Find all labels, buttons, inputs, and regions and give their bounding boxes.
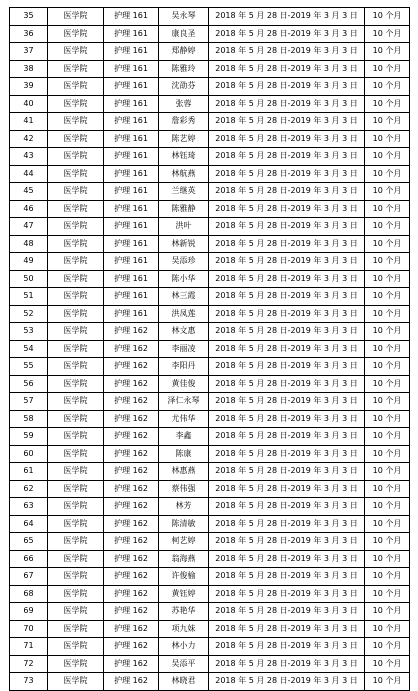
college-cell: 医学院 xyxy=(48,393,104,411)
duration-cell: 10 个月 xyxy=(365,673,410,691)
row-number-cell: 69 xyxy=(10,603,48,621)
duration-cell: 10 个月 xyxy=(365,393,410,411)
class-cell: 护理 161 xyxy=(104,148,159,166)
student-name-cell: 陈清敏 xyxy=(159,515,209,533)
student-name-cell: 李丽凌 xyxy=(159,340,209,358)
student-name-cell: 陈雅静 xyxy=(159,200,209,218)
row-number-cell: 38 xyxy=(10,60,48,78)
internship-period-cell: 2018 年 5 月 28 日-2019 年 3 月 3 日 xyxy=(209,113,365,131)
student-name-cell: 陈雅玲 xyxy=(159,60,209,78)
internship-period-cell: 2018 年 5 月 28 日-2019 年 3 月 3 日 xyxy=(209,498,365,516)
row-number-cell: 42 xyxy=(10,130,48,148)
college-cell: 医学院 xyxy=(48,463,104,481)
college-cell: 医学院 xyxy=(48,515,104,533)
college-cell: 医学院 xyxy=(48,410,104,428)
class-cell: 护理 161 xyxy=(104,8,159,26)
table-row xyxy=(10,323,410,341)
internship-period-cell: 2018 年 5 月 28 日-2019 年 3 月 3 日 xyxy=(209,148,365,166)
table-row xyxy=(10,218,410,236)
row-number-cell: 45 xyxy=(10,183,48,201)
class-cell: 护理 162 xyxy=(104,480,159,498)
student-name-cell: 翁海燕 xyxy=(159,550,209,568)
college-cell: 医学院 xyxy=(48,585,104,603)
table-row xyxy=(10,568,410,586)
student-name-cell: 林晓君 xyxy=(159,673,209,691)
row-number-cell: 47 xyxy=(10,218,48,236)
internship-period-cell: 2018 年 5 月 28 日-2019 年 3 月 3 日 xyxy=(209,673,365,691)
duration-cell: 10 个月 xyxy=(365,288,410,306)
student-name-cell: 泽仁永琴 xyxy=(159,393,209,411)
duration-cell: 10 个月 xyxy=(365,498,410,516)
student-name-cell: 苏艳华 xyxy=(159,603,209,621)
college-cell: 医学院 xyxy=(48,340,104,358)
table-row xyxy=(10,655,410,673)
student-name-cell: 林钰琦 xyxy=(159,148,209,166)
class-cell: 护理 162 xyxy=(104,550,159,568)
class-cell: 护理 161 xyxy=(104,253,159,271)
college-cell: 医学院 xyxy=(48,113,104,131)
duration-cell: 10 个月 xyxy=(365,358,410,376)
duration-cell: 10 个月 xyxy=(365,375,410,393)
row-number-cell: 62 xyxy=(10,480,48,498)
internship-period-cell: 2018 年 5 月 28 日-2019 年 3 月 3 日 xyxy=(209,235,365,253)
class-cell: 护理 161 xyxy=(104,95,159,113)
college-cell: 医学院 xyxy=(48,498,104,516)
internship-period-cell: 2018 年 5 月 28 日-2019 年 3 月 3 日 xyxy=(209,410,365,428)
student-name-cell: 吴添珍 xyxy=(159,253,209,271)
student-name-cell: 詹彩秀 xyxy=(159,113,209,131)
duration-cell: 10 个月 xyxy=(365,638,410,656)
duration-cell: 10 个月 xyxy=(365,148,410,166)
row-number-cell: 44 xyxy=(10,165,48,183)
row-number-cell: 46 xyxy=(10,200,48,218)
internship-period-cell: 2018 年 5 月 28 日-2019 年 3 月 3 日 xyxy=(209,25,365,43)
internship-period-cell: 2018 年 5 月 28 日-2019 年 3 月 3 日 xyxy=(209,95,365,113)
student-name-cell: 林三霞 xyxy=(159,288,209,306)
college-cell: 医学院 xyxy=(48,288,104,306)
duration-cell: 10 个月 xyxy=(365,463,410,481)
student-name-cell: 李鑫 xyxy=(159,428,209,446)
class-cell: 护理 161 xyxy=(104,113,159,131)
roster-table-body xyxy=(10,8,410,691)
student-name-cell: 陈康 xyxy=(159,445,209,463)
class-cell: 护理 162 xyxy=(104,463,159,481)
college-cell: 医学院 xyxy=(48,78,104,96)
student-name-cell: 陈艺婷 xyxy=(159,130,209,148)
student-name-cell: 沈劭芬 xyxy=(159,78,209,96)
duration-cell: 10 个月 xyxy=(365,480,410,498)
duration-cell: 10 个月 xyxy=(365,550,410,568)
table-row xyxy=(10,445,410,463)
class-cell: 护理 161 xyxy=(104,305,159,323)
row-number-cell: 66 xyxy=(10,550,48,568)
college-cell: 医学院 xyxy=(48,253,104,271)
table-row xyxy=(10,585,410,603)
internship-period-cell: 2018 年 5 月 28 日-2019 年 3 月 3 日 xyxy=(209,480,365,498)
class-cell: 护理 162 xyxy=(104,585,159,603)
internship-period-cell: 2018 年 5 月 28 日-2019 年 3 月 3 日 xyxy=(209,620,365,638)
internship-period-cell: 2018 年 5 月 28 日-2019 年 3 月 3 日 xyxy=(209,340,365,358)
college-cell: 医学院 xyxy=(48,43,104,61)
row-number-cell: 48 xyxy=(10,235,48,253)
duration-cell: 10 个月 xyxy=(365,200,410,218)
college-cell: 医学院 xyxy=(48,8,104,26)
class-cell: 护理 162 xyxy=(104,533,159,551)
student-name-cell: 郑静婷 xyxy=(159,43,209,61)
duration-cell: 10 个月 xyxy=(365,43,410,61)
table-row xyxy=(10,43,410,61)
duration-cell: 10 个月 xyxy=(365,235,410,253)
class-cell: 护理 161 xyxy=(104,235,159,253)
row-number-cell: 52 xyxy=(10,305,48,323)
class-cell: 护理 161 xyxy=(104,130,159,148)
roster-table xyxy=(9,7,410,691)
duration-cell: 10 个月 xyxy=(365,183,410,201)
student-name-cell: 林芳 xyxy=(159,498,209,516)
row-number-cell: 40 xyxy=(10,95,48,113)
row-number-cell: 53 xyxy=(10,323,48,341)
table-row xyxy=(10,253,410,271)
student-name-cell: 项九妹 xyxy=(159,620,209,638)
class-cell: 护理 162 xyxy=(104,340,159,358)
internship-period-cell: 2018 年 5 月 28 日-2019 年 3 月 3 日 xyxy=(209,358,365,376)
class-cell: 护理 161 xyxy=(104,78,159,96)
internship-period-cell: 2018 年 5 月 28 日-2019 年 3 月 3 日 xyxy=(209,445,365,463)
internship-period-cell: 2018 年 5 月 28 日-2019 年 3 月 3 日 xyxy=(209,60,365,78)
college-cell: 医学院 xyxy=(48,270,104,288)
internship-period-cell: 2018 年 5 月 28 日-2019 年 3 月 3 日 xyxy=(209,515,365,533)
row-number-cell: 58 xyxy=(10,410,48,428)
internship-period-cell: 2018 年 5 月 28 日-2019 年 3 月 3 日 xyxy=(209,78,365,96)
internship-period-cell: 2018 年 5 月 28 日-2019 年 3 月 3 日 xyxy=(209,218,365,236)
college-cell: 医学院 xyxy=(48,428,104,446)
table-row xyxy=(10,340,410,358)
class-cell: 护理 161 xyxy=(104,200,159,218)
class-cell: 护理 162 xyxy=(104,323,159,341)
table-row xyxy=(10,288,410,306)
class-cell: 护理 161 xyxy=(104,25,159,43)
row-number-cell: 39 xyxy=(10,78,48,96)
class-cell: 护理 161 xyxy=(104,270,159,288)
college-cell: 医学院 xyxy=(48,200,104,218)
table-row xyxy=(10,130,410,148)
table-row xyxy=(10,533,410,551)
internship-period-cell: 2018 年 5 月 28 日-2019 年 3 月 3 日 xyxy=(209,603,365,621)
internship-period-cell: 2018 年 5 月 28 日-2019 年 3 月 3 日 xyxy=(209,585,365,603)
internship-period-cell: 2018 年 5 月 28 日-2019 年 3 月 3 日 xyxy=(209,288,365,306)
duration-cell: 10 个月 xyxy=(365,8,410,26)
internship-period-cell: 2018 年 5 月 28 日-2019 年 3 月 3 日 xyxy=(209,200,365,218)
table-row xyxy=(10,270,410,288)
duration-cell: 10 个月 xyxy=(365,113,410,131)
table-row xyxy=(10,375,410,393)
duration-cell: 10 个月 xyxy=(365,253,410,271)
class-cell: 护理 161 xyxy=(104,288,159,306)
college-cell: 医学院 xyxy=(48,673,104,691)
table-row xyxy=(10,498,410,516)
row-number-cell: 55 xyxy=(10,358,48,376)
student-name-cell: 林惠燕 xyxy=(159,463,209,481)
row-number-cell: 65 xyxy=(10,533,48,551)
row-number-cell: 36 xyxy=(10,25,48,43)
class-cell: 护理 162 xyxy=(104,673,159,691)
duration-cell: 10 个月 xyxy=(365,533,410,551)
student-name-cell: 张蓉 xyxy=(159,95,209,113)
internship-period-cell: 2018 年 5 月 28 日-2019 年 3 月 3 日 xyxy=(209,393,365,411)
class-cell: 护理 162 xyxy=(104,655,159,673)
duration-cell: 10 个月 xyxy=(365,620,410,638)
row-number-cell: 73 xyxy=(10,673,48,691)
class-cell: 护理 162 xyxy=(104,638,159,656)
duration-cell: 10 个月 xyxy=(365,78,410,96)
class-cell: 护理 162 xyxy=(104,603,159,621)
college-cell: 医学院 xyxy=(48,568,104,586)
college-cell: 医学院 xyxy=(48,375,104,393)
duration-cell: 10 个月 xyxy=(365,585,410,603)
internship-period-cell: 2018 年 5 月 28 日-2019 年 3 月 3 日 xyxy=(209,375,365,393)
college-cell: 医学院 xyxy=(48,655,104,673)
internship-period-cell: 2018 年 5 月 28 日-2019 年 3 月 3 日 xyxy=(209,428,365,446)
row-number-cell: 59 xyxy=(10,428,48,446)
table-row xyxy=(10,463,410,481)
student-name-cell: 林航燕 xyxy=(159,165,209,183)
class-cell: 护理 161 xyxy=(104,43,159,61)
college-cell: 医学院 xyxy=(48,60,104,78)
internship-period-cell: 2018 年 5 月 28 日-2019 年 3 月 3 日 xyxy=(209,463,365,481)
row-number-cell: 57 xyxy=(10,393,48,411)
table-row xyxy=(10,428,410,446)
duration-cell: 10 个月 xyxy=(365,60,410,78)
duration-cell: 10 个月 xyxy=(365,130,410,148)
student-name-cell: 蔡伟强 xyxy=(159,480,209,498)
class-cell: 护理 162 xyxy=(104,568,159,586)
row-number-cell: 56 xyxy=(10,375,48,393)
table-row xyxy=(10,638,410,656)
class-cell: 护理 161 xyxy=(104,183,159,201)
duration-cell: 10 个月 xyxy=(365,655,410,673)
table-row xyxy=(10,393,410,411)
row-number-cell: 50 xyxy=(10,270,48,288)
row-number-cell: 43 xyxy=(10,148,48,166)
row-number-cell: 68 xyxy=(10,585,48,603)
table-row xyxy=(10,148,410,166)
row-number-cell: 72 xyxy=(10,655,48,673)
row-number-cell: 41 xyxy=(10,113,48,131)
table-row xyxy=(10,25,410,43)
row-number-cell: 60 xyxy=(10,445,48,463)
student-name-cell: 康良圣 xyxy=(159,25,209,43)
duration-cell: 10 个月 xyxy=(365,515,410,533)
table-row xyxy=(10,603,410,621)
student-name-cell: 柯艺婷 xyxy=(159,533,209,551)
table-row xyxy=(10,480,410,498)
college-cell: 医学院 xyxy=(48,305,104,323)
table-row xyxy=(10,620,410,638)
table-row xyxy=(10,200,410,218)
internship-period-cell: 2018 年 5 月 28 日-2019 年 3 月 3 日 xyxy=(209,568,365,586)
internship-period-cell: 2018 年 5 月 28 日-2019 年 3 月 3 日 xyxy=(209,305,365,323)
internship-period-cell: 2018 年 5 月 28 日-2019 年 3 月 3 日 xyxy=(209,533,365,551)
student-name-cell: 李阳丹 xyxy=(159,358,209,376)
student-name-cell: 黄佳俊 xyxy=(159,375,209,393)
internship-period-cell: 2018 年 5 月 28 日-2019 年 3 月 3 日 xyxy=(209,550,365,568)
class-cell: 护理 162 xyxy=(104,498,159,516)
duration-cell: 10 个月 xyxy=(365,305,410,323)
row-number-cell: 63 xyxy=(10,498,48,516)
duration-cell: 10 个月 xyxy=(365,270,410,288)
table-row xyxy=(10,95,410,113)
table-row xyxy=(10,235,410,253)
table-row xyxy=(10,550,410,568)
internship-period-cell: 2018 年 5 月 28 日-2019 年 3 月 3 日 xyxy=(209,270,365,288)
row-number-cell: 54 xyxy=(10,340,48,358)
student-name-cell: 吴添平 xyxy=(159,655,209,673)
student-name-cell: 陈小华 xyxy=(159,270,209,288)
duration-cell: 10 个月 xyxy=(365,95,410,113)
table-row xyxy=(10,78,410,96)
college-cell: 医学院 xyxy=(48,550,104,568)
student-name-cell: 洪凤莲 xyxy=(159,305,209,323)
college-cell: 医学院 xyxy=(48,130,104,148)
row-number-cell: 49 xyxy=(10,253,48,271)
college-cell: 医学院 xyxy=(48,480,104,498)
table-row xyxy=(10,165,410,183)
college-cell: 医学院 xyxy=(48,358,104,376)
table-row xyxy=(10,305,410,323)
internship-period-cell: 2018 年 5 月 28 日-2019 年 3 月 3 日 xyxy=(209,43,365,61)
duration-cell: 10 个月 xyxy=(365,410,410,428)
student-name-cell: 吴永琴 xyxy=(159,8,209,26)
class-cell: 护理 162 xyxy=(104,515,159,533)
student-name-cell: 林新锐 xyxy=(159,235,209,253)
duration-cell: 10 个月 xyxy=(365,603,410,621)
college-cell: 医学院 xyxy=(48,235,104,253)
student-name-cell: 林文惠 xyxy=(159,323,209,341)
table-row xyxy=(10,183,410,201)
student-name-cell: 兰继英 xyxy=(159,183,209,201)
college-cell: 医学院 xyxy=(48,165,104,183)
duration-cell: 10 个月 xyxy=(365,340,410,358)
college-cell: 医学院 xyxy=(48,323,104,341)
internship-period-cell: 2018 年 5 月 28 日-2019 年 3 月 3 日 xyxy=(209,323,365,341)
student-name-cell: 洪叶 xyxy=(159,218,209,236)
class-cell: 护理 162 xyxy=(104,445,159,463)
college-cell: 医学院 xyxy=(48,183,104,201)
table-row xyxy=(10,673,410,691)
row-number-cell: 51 xyxy=(10,288,48,306)
row-number-cell: 70 xyxy=(10,620,48,638)
student-name-cell: 许俊榆 xyxy=(159,568,209,586)
row-number-cell: 64 xyxy=(10,515,48,533)
college-cell: 医学院 xyxy=(48,620,104,638)
internship-period-cell: 2018 年 5 月 28 日-2019 年 3 月 3 日 xyxy=(209,130,365,148)
internship-period-cell: 2018 年 5 月 28 日-2019 年 3 月 3 日 xyxy=(209,655,365,673)
college-cell: 医学院 xyxy=(48,638,104,656)
student-name-cell: 黄钰婷 xyxy=(159,585,209,603)
college-cell: 医学院 xyxy=(48,603,104,621)
duration-cell: 10 个月 xyxy=(365,165,410,183)
college-cell: 医学院 xyxy=(48,445,104,463)
duration-cell: 10 个月 xyxy=(365,568,410,586)
college-cell: 医学院 xyxy=(48,25,104,43)
class-cell: 护理 161 xyxy=(104,218,159,236)
row-number-cell: 61 xyxy=(10,463,48,481)
duration-cell: 10 个月 xyxy=(365,323,410,341)
table-row xyxy=(10,358,410,376)
class-cell: 护理 161 xyxy=(104,165,159,183)
table-row xyxy=(10,410,410,428)
student-name-cell: 尤伟华 xyxy=(159,410,209,428)
internship-period-cell: 2018 年 5 月 28 日-2019 年 3 月 3 日 xyxy=(209,183,365,201)
student-name-cell: 林小力 xyxy=(159,638,209,656)
class-cell: 护理 162 xyxy=(104,428,159,446)
internship-period-cell: 2018 年 5 月 28 日-2019 年 3 月 3 日 xyxy=(209,253,365,271)
table-row xyxy=(10,113,410,131)
class-cell: 护理 162 xyxy=(104,375,159,393)
class-cell: 护理 162 xyxy=(104,358,159,376)
college-cell: 医学院 xyxy=(48,218,104,236)
row-number-cell: 37 xyxy=(10,43,48,61)
duration-cell: 10 个月 xyxy=(365,428,410,446)
table-row xyxy=(10,8,410,26)
internship-period-cell: 2018 年 5 月 28 日-2019 年 3 月 3 日 xyxy=(209,8,365,26)
row-number-cell: 71 xyxy=(10,638,48,656)
college-cell: 医学院 xyxy=(48,95,104,113)
duration-cell: 10 个月 xyxy=(365,445,410,463)
college-cell: 医学院 xyxy=(48,148,104,166)
table-row xyxy=(10,60,410,78)
row-number-cell: 67 xyxy=(10,568,48,586)
class-cell: 护理 161 xyxy=(104,60,159,78)
class-cell: 护理 162 xyxy=(104,620,159,638)
table-row xyxy=(10,515,410,533)
class-cell: 护理 162 xyxy=(104,410,159,428)
class-cell: 护理 162 xyxy=(104,393,159,411)
internship-period-cell: 2018 年 5 月 28 日-2019 年 3 月 3 日 xyxy=(209,165,365,183)
row-number-cell: 35 xyxy=(10,8,48,26)
duration-cell: 10 个月 xyxy=(365,218,410,236)
internship-period-cell: 2018 年 5 月 28 日-2019 年 3 月 3 日 xyxy=(209,638,365,656)
college-cell: 医学院 xyxy=(48,533,104,551)
duration-cell: 10 个月 xyxy=(365,25,410,43)
